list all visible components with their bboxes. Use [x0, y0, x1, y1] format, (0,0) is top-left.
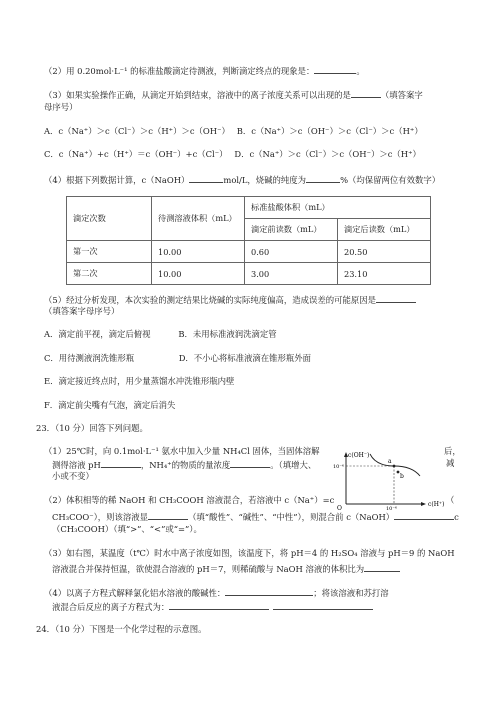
q23-1-line2-end: 减 — [446, 458, 455, 468]
y-axis-label: c(OH⁻) — [348, 452, 370, 459]
point-a — [393, 465, 396, 468]
q5-blank[interactable] — [376, 293, 416, 303]
x-arrow-icon — [421, 502, 426, 506]
q23-4-blank-2[interactable] — [169, 600, 269, 610]
q23-2-line1: （2）体积相等的稀 NaOH 和 CH₃COOH 溶液混合，若溶液中 c（Na⁺）=c — [44, 495, 335, 505]
q3-line2: 母序号） — [44, 102, 78, 112]
curve — [370, 454, 420, 476]
th-volume: 待测溶液体积（mL） — [152, 197, 245, 241]
q23-heading: 23．（10 分）回答下列问题。 — [36, 423, 148, 433]
q23-1-line2: 测得溶液 pH ，NH₄⁺的物质的量浓度 。（填增大、 — [52, 460, 317, 470]
q23-2-blank-nature[interactable] — [148, 510, 188, 520]
q4-blank-conc[interactable] — [189, 173, 223, 183]
q3-options-ab: A．c（Na⁺）＞c（Cl⁻）＞c（H⁺）＞c（OH⁻） B．c（Na⁺）＞c（OH⁻）＞c（Cl⁻）＞c（H⁺） — [44, 126, 423, 136]
q5-option: C．用待测液润洗锥形瓶 D．不小心将标准液滴在锥形瓶外面 — [44, 353, 312, 363]
q3-blank[interactable] — [351, 88, 381, 98]
q23-1-blank-ph[interactable] — [101, 458, 141, 468]
q23-4-blank-1[interactable] — [225, 586, 313, 596]
th-after: 滴定后读数（mL） — [338, 219, 431, 241]
q2-line: （2）用 0.20mol·L⁻¹ 的标准盐酸滴定待测液，判断滴定终点的现象是： 。 — [44, 66, 365, 76]
q5-option: F．滴定前尖嘴有气泡，滴定后消失 — [44, 400, 176, 410]
q5-line2: （填答案字母序号） — [44, 306, 120, 316]
q2-blank[interactable] — [314, 64, 356, 74]
q23-3-line1: （3）如右图，某温度（t℃）时水中离子浓度如图，该温度下，将 pH＝4 的 H₂SO₄ 溶液与 pH＝9 的 NaOH — [44, 548, 455, 558]
origin-label: O — [337, 505, 342, 510]
ion-concentration-graph — [332, 450, 455, 510]
table-row: 第一次 10.00 0.60 20.50 — [67, 241, 431, 263]
q23-1-blank-nh4[interactable] — [230, 458, 270, 468]
q23-2-line3: （CH₃COOH）（填“>”、“<”或“=”）。 — [52, 524, 202, 534]
q23-3-line2: 溶液混合并保持恒温，欲使混合溶液的 pH＝7，则稀硫酸与 NaOH 溶液的体积比为 — [52, 562, 400, 575]
titration-table — [66, 196, 431, 285]
x-axis-label: c(H⁺) — [428, 501, 445, 508]
point-a-label: a — [388, 458, 392, 465]
q24-heading: 24．（10 分）下图是一个化学过程的示意图。 — [36, 624, 207, 634]
table-row: 第二次 10.00 3.00 23.10 — [67, 263, 431, 285]
th-count: 滴定次数 — [67, 197, 152, 241]
q5-line1: （5）经过分析发现，本次实验的测定结果比烧碱的实际纯度偏高，造成误差的可能原因是 — [44, 293, 416, 306]
point-b — [397, 471, 400, 474]
q23-2-line2: CH₃COO⁻），则该溶液显 （填“酸性”、“碱性”、“中性”），则混合前 c（NaOH） c — [52, 512, 459, 522]
q23-1-line1: （1）25℃时，向 0.1mol·L⁻¹ 氨水中加入少量 NH₄Cl 固体，当固体溶解 — [44, 446, 320, 456]
q23-4-blank-3[interactable] — [273, 600, 373, 610]
th-standard: 标准盐酸体积（mL） — [245, 197, 431, 219]
th-before: 滴定前读数（mL） — [245, 219, 338, 241]
q5-option: E．滴定接近终点时，用少量蒸馏水冲洗锥形瓶内壁 — [44, 376, 235, 386]
q23-2-line1-end: （ — [446, 495, 455, 505]
x-tick-label: 10⁻⁶ — [386, 506, 398, 510]
q23-4-line2: 液混合后反应的离子方程式为： — [52, 600, 373, 613]
q23-2-blank-compare[interactable] — [394, 510, 454, 520]
q23-1-line3: 小或不变） — [52, 471, 94, 481]
q23-1-line1-end: 后， — [444, 446, 461, 456]
q3-line1: （3）如果实验操作正确，从滴定开始到结束，溶液中的离子浓度关系可以出现的是 （填答案字 — [44, 90, 423, 100]
y-tick-label: 10⁻⁶ — [333, 464, 345, 470]
q23-4-line1: （4）以离子方程式解释氯化铝水溶液的酸碱性： ；将该溶液和苏打溶 — [44, 588, 389, 598]
q3-options-cd: C．c（Na⁺）+c（H⁺）＝c（OH⁻）+c（Cl⁻） D．c（Na⁺）＞c（Cl⁻）＞c（OH⁻）＞c（H⁺） — [44, 149, 421, 159]
q4-blank-purity[interactable] — [306, 173, 340, 183]
q4-line: （4）根据下列数据计算，c（NaOH） mol/L，烧碱的纯度为 %（均保留两位有效数字） — [44, 175, 441, 185]
q23-3-blank[interactable] — [364, 562, 400, 572]
q5-option: A．滴定前平视，滴定后俯视 B．未用标准液润洗滴定管 — [44, 329, 277, 339]
point-b-label: b — [400, 473, 404, 480]
